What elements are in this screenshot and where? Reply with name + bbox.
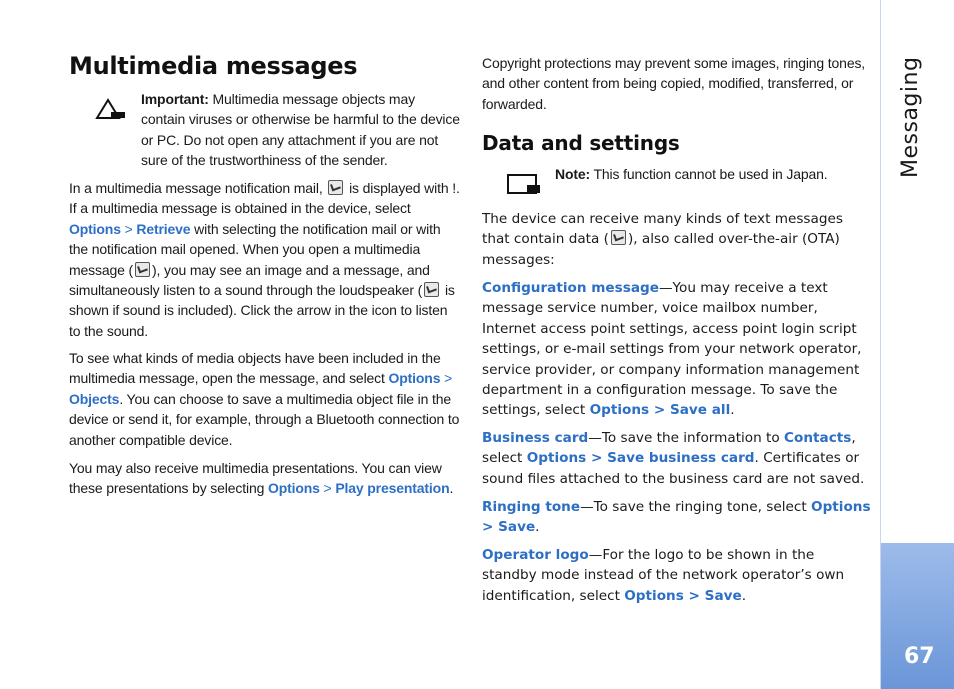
text: ), you may see an image and a message, and simultaneously listen to a sound through the loudspeaker (: [69, 261, 430, 299]
retrieve-link[interactable]: Retrieve: [136, 220, 191, 237]
paragraph-ringing-tone: [482, 497, 872, 538]
options-save-business-card-command[interactable]: Options > Save business card: [526, 450, 755, 467]
paragraph-presentations: [69, 458, 461, 499]
paragraph-configuration: [482, 278, 872, 421]
important-text: Multimedia message objects may contain viruses or otherwise be harmful to the device or PC. Do not open any attachment if you are not sure of the trustworthiness of the sender.: [141, 91, 460, 169]
text: is shown if sound is included). Click the arrow in the icon to listen to the sound.: [69, 282, 455, 339]
important-notice: [141, 89, 461, 171]
ringing-tone-term[interactable]: Ringing tone: [482, 499, 581, 515]
text: .: [535, 519, 540, 536]
options-save-all-command[interactable]: Options > Save all: [589, 402, 731, 419]
paragraph-objects: [69, 348, 461, 450]
text: , select: [482, 430, 856, 467]
separator: >: [440, 370, 453, 387]
text: —To save the information to: [588, 430, 785, 446]
separator: >: [120, 220, 137, 237]
text: ), also called over-the-air (OTA) messages:: [482, 231, 840, 268]
text: is displayed with !. If a multimedia message is obtained in the device, select: [69, 180, 460, 217]
page-number: 67: [904, 644, 935, 669]
text: —You may receive a text message service number, voice mailbox number, Internet access point settings, access point login script settings, or e-mail settings from your network operator, service provider, or company information management department in a configuration message. To save the settings, select: [482, 280, 862, 419]
paragraph-intro: [482, 209, 872, 270]
text: .: [449, 480, 454, 497]
message-notification-icon: [328, 180, 343, 195]
separator: >: [319, 480, 336, 497]
text: You may also receive multimedia presentations. You can view these presentations by selecting: [69, 460, 442, 497]
page-title: Multimedia messages: [69, 52, 358, 80]
paragraph-operator-logo: [482, 545, 872, 606]
text: with selecting the notification mail or with the notification mail opened. When you open a multimedia message (: [69, 220, 441, 278]
objects-link[interactable]: Objects: [69, 390, 120, 407]
operator-logo-term[interactable]: Operator logo: [482, 547, 589, 563]
contacts-link[interactable]: Contacts: [784, 430, 852, 446]
note-icon: [507, 173, 541, 195]
text: The device can receive many kinds of text messages that contain data (: [482, 211, 843, 248]
options-link[interactable]: Options: [388, 370, 441, 387]
text: —To save the ringing tone, select: [580, 499, 812, 515]
sound-icon: [424, 282, 439, 297]
copyright-text: Copyright protections may prevent some images, ringing tones, and other content from being copied, modified, transferred, or forwarded.: [482, 55, 866, 112]
section-title: Data and settings: [482, 131, 680, 155]
paragraph-business-card: [482, 428, 872, 489]
business-card-term[interactable]: Business card: [482, 430, 589, 446]
options-link[interactable]: Options: [267, 480, 320, 497]
configuration-message-term[interactable]: Configuration message: [482, 280, 659, 296]
text: To see what kinds of media objects have been included in the multimedia message, open the message, and select: [69, 350, 441, 387]
note-label: Note:: [555, 166, 591, 182]
multimedia-message-icon: [135, 262, 150, 277]
text: .: [730, 402, 735, 419]
important-label: Important:: [141, 91, 209, 107]
warning-icon: [95, 98, 127, 120]
options-save-command[interactable]: Options > Save: [482, 499, 871, 536]
text: . You can choose to save a multimedia object file in the device or send it, for example, through a Bluetooth connection to another compatible device.: [69, 390, 460, 448]
copyright-notice: [482, 53, 872, 114]
section-label: Messaging: [898, 56, 923, 178]
play-presentation-link[interactable]: Play presentation: [335, 480, 450, 497]
data-message-icon: [611, 230, 626, 245]
text: .: [741, 587, 747, 604]
note-text: This function cannot be used in Japan.: [590, 166, 828, 182]
options-save-command[interactable]: Options > Save: [624, 587, 742, 604]
text: —For the logo to be shown in the standby mode instead of the network operator’s own identification, select: [482, 547, 845, 604]
paragraph-notification: [69, 178, 461, 341]
options-link[interactable]: Options: [69, 220, 121, 237]
note-block: [555, 164, 875, 184]
text: . Certificates or sound files attached to the business card are not saved.: [482, 450, 865, 487]
text: In a multimedia message notification mail,: [69, 180, 327, 196]
